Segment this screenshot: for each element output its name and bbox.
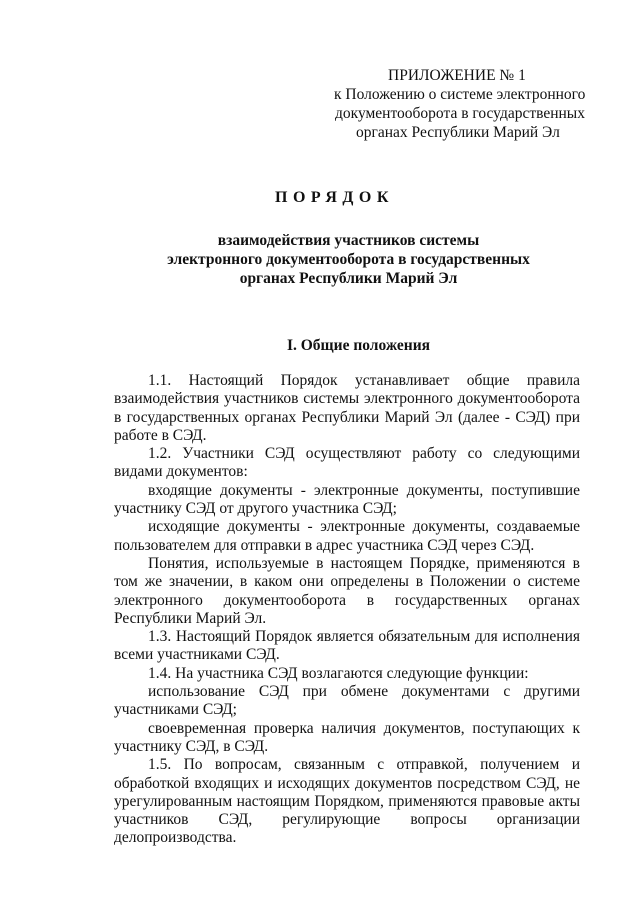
section-heading: I. Общие положения [286, 337, 431, 354]
paragraph: 1.5. По вопросам, связанным с отправкой, получением и обработкой входящих и исходящих документов посредством СЭД, не урегулированным настоящим Порядком, применяются правовые акты участников СЭД, регулирующие вопросы организации делопроизводства. [114, 756, 580, 847]
subtitle-line: взаимодействия участников системы [217, 232, 480, 249]
appendix-number: ПРИЛОЖЕНИЕ № 1 [388, 67, 526, 84]
appendix-line: документооборота в государственных [335, 105, 585, 122]
subtitle-line: органах Республики Марий Эл [239, 270, 458, 287]
subtitle-line: электронного документооборота в государственных [167, 251, 530, 268]
paragraph: входящие документы - электронные документы, поступившие участнику СЭД от другого участника СЭД; [114, 481, 580, 518]
document-title: ПОРЯДОК [275, 189, 394, 206]
paragraph: Понятия, используемые в настоящем Порядке, применяются в том же значении, в каком они определены в Положении о системе электронного документооборота в государственных органах Республики Марий Эл. [114, 554, 580, 627]
paragraph: 1.4. На участника СЭД возлагаются следующие функции: [148, 664, 529, 682]
paragraph: использование СЭД при обмене документами с другими участниками СЭД; [114, 683, 580, 719]
paragraph: 1.1. Настоящий Порядок устанавливает общие правила взаимодействия участников системы электронного документооборота в государственных органах Республики Марий Эл (далее - СЭД) при работе в СЭД. [114, 372, 580, 444]
paragraph: 1.2. Участники СЭД осуществляют работу со следующими видами документов: [114, 445, 580, 481]
document-subtitle [0, 231, 639, 288]
paragraph: исходящие документы - электронные документы, создаваемые пользователем для отправки в адрес участника СЭД через СЭД. [114, 518, 580, 554]
paragraph: 1.3. Настоящий Порядок является обязательным для исполнения всеми участниками СЭД. [114, 628, 580, 664]
document-body [114, 372, 580, 848]
appendix-line: к Положению о системе электронного [334, 86, 586, 103]
paragraph: своевременная проверка наличия документов, поступающих к участнику СЭД, в СЭД. [114, 719, 580, 755]
appendix-line: органах Республики Марий Эл [356, 124, 560, 141]
appendix-block [334, 66, 594, 142]
